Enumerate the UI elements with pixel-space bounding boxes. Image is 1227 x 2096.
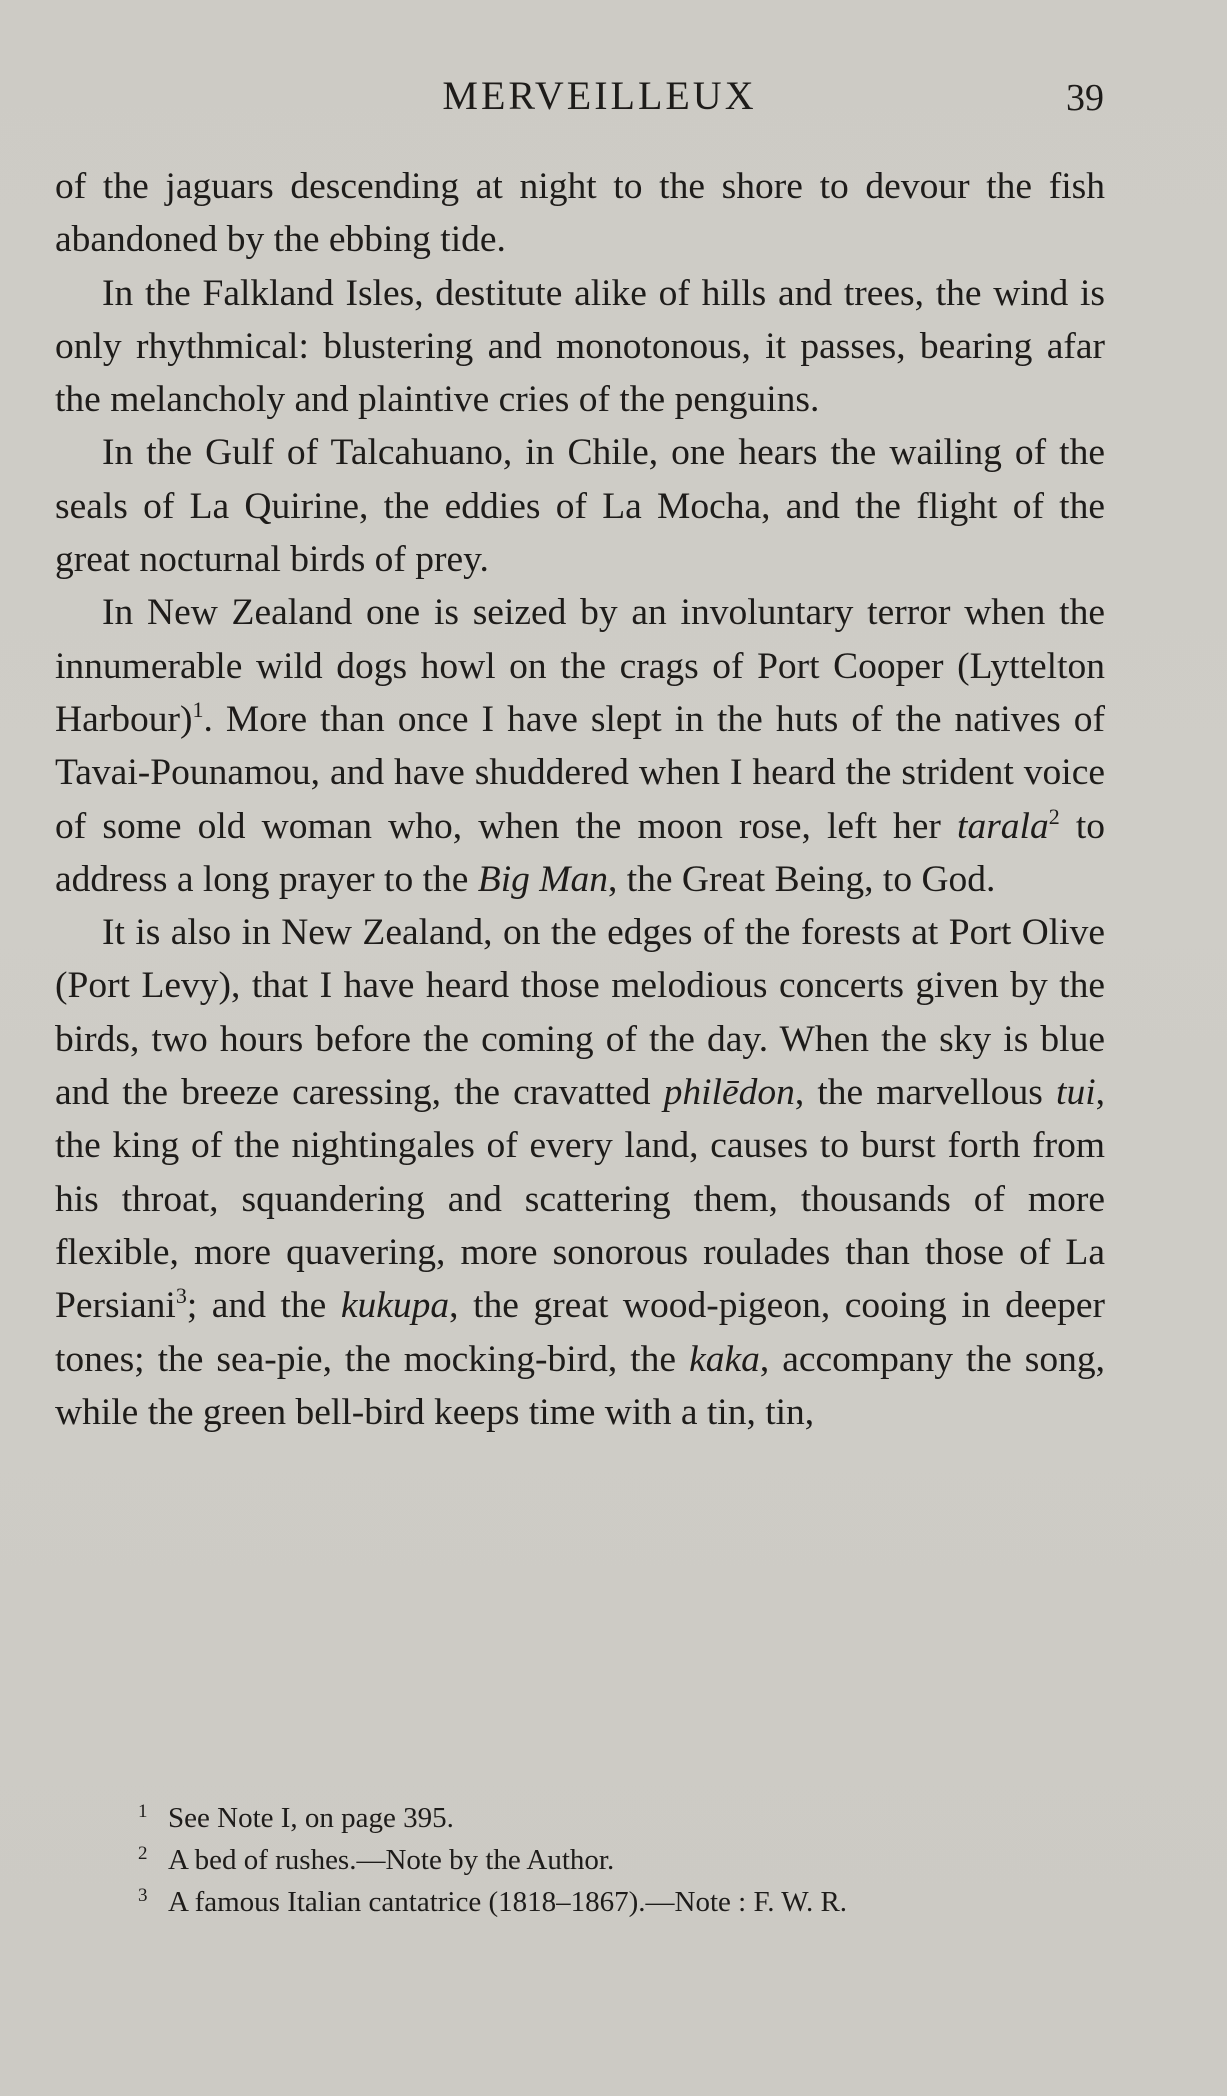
italic-philedon: philēdon [663,1072,795,1114]
italic-kukupa: kukupa [340,1285,450,1327]
paragraph-3: In the Gulf of Talcahuano, in Chile, one hears the wailing of the seals of La Quirine, the eddies of La Mocha, and the flight of the great nocturnal birds of prey. [55,432,1105,581]
italic-kaka: kaka [689,1338,760,1380]
page-number: 39 [1066,77,1104,119]
footnote-3: 3 A famous Italian cantatrice (1818–1867).—Note : F. W. R. [138,1885,848,1918]
footnote-ref-2: 2 [1048,803,1060,829]
footnote-ref-3: 3 [175,1283,187,1309]
italic-tarala: tarala [957,805,1049,847]
footnote-2: 2 A bed of rushes.—Note by the Author. [138,1843,615,1876]
running-title: MERVEILLEUX [442,73,757,118]
paragraph-1: of the jaguars descending at night to the shore to devour the fish abandoned by the ebbing tide. [55,166,1105,261]
italic-big-man: Big Man [477,858,608,900]
paragraph-5: It is also in New Zealand, on the edges of the forests at Port Olive (Port Levy), that I have heard those melodious concerts given by the birds, two hours before the coming of the day. When the sky is blue and the breeze caressing, the cravatted philēdon, the marvellous tui, the king of the nightingales of every land, causes to burst forth from his throat, squandering and scattering them, thousands of more flexible, more quavering, more sonorous roulades than those of La Persiani$^3$; and the kukupa, the great wood-pigeon, cooing in deeper tones; the sea-pie, the mocking-bird, the kaka, accompany the song, while the green bell-bird keeps time with a tin, tin, [55,912,1106,1433]
footnote-1: 1 See Note I, on page 395. [138,1801,454,1834]
body-text [55,160,1105,1439]
italic-tui: tui [1056,1072,1096,1114]
paragraph-4: In New Zealand one is seized by an involuntary terror when the innumerable wild dogs howl on the crags of Port Cooper (Lyttelton Harbour)$^1$. More than once I have slept in the huts of the natives of Tavai-Pounamou, and have shuddered when I heard the strident voice of some old woman who, when the moon rose, left her tarala$^2$ to address a long prayer to the Big Man, the Great Being, to God. [55,592,1105,900]
paragraph-2: In the Falkland Isles, destitute alike of hills and trees, the wind is only rhythmical: blustering and monotonous, it passes, bearing afar the melancholy and plaintive cries of the penguins. [55,272,1105,421]
page-header [0,72,1227,132]
footnote-ref-1: 1 [192,696,204,722]
footnotes [138,1797,1098,1923]
